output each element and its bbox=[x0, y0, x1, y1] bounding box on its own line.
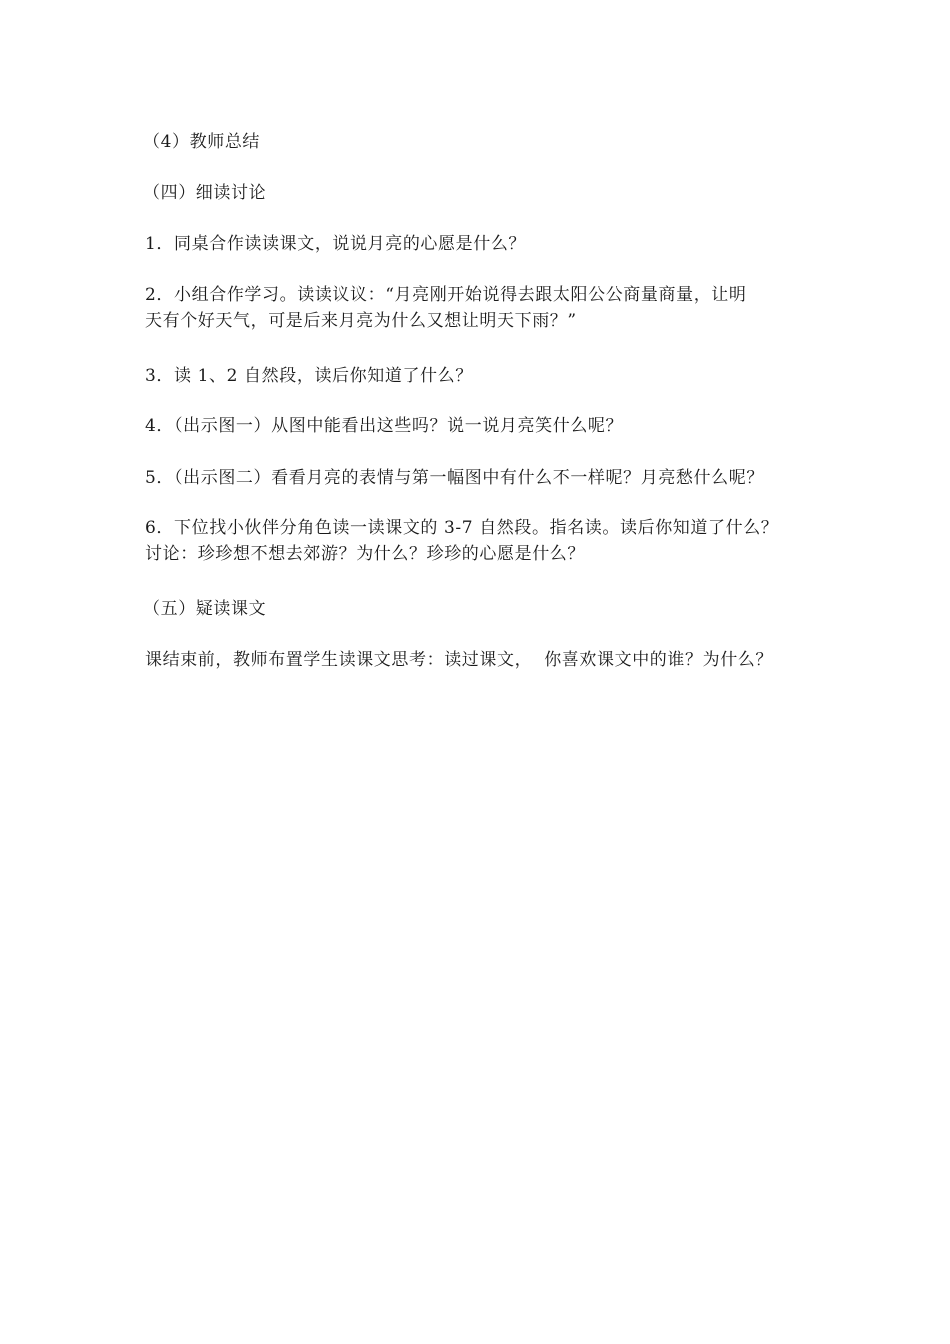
closing-task-paragraph bbox=[145, 647, 825, 673]
list-item-1 bbox=[145, 231, 825, 257]
list-item-5 bbox=[145, 465, 825, 491]
text-line: （四）细读讨论 bbox=[143, 183, 267, 203]
text-line: 5．（出示图二）看看月亮的表情与第一幅图中有什么不一样呢？月亮愁什么呢？ bbox=[145, 468, 764, 488]
text-line: （五）疑读课文 bbox=[143, 599, 267, 619]
teacher-summary-heading bbox=[143, 129, 823, 155]
list-item-2 bbox=[145, 282, 825, 334]
text-line: 讨论：珍珍想不想去郊游？为什么？珍珍的心愿是什么？ bbox=[145, 544, 585, 564]
text-line: （4）教师总结 bbox=[143, 132, 261, 152]
text-line: 天有个好天气，可是后来月亮为什么又想让明天下雨？” bbox=[145, 311, 577, 331]
list-item-4 bbox=[145, 413, 825, 439]
text-line: 4．（出示图一）从图中能看出这些吗？说一说月亮笑什么呢？ bbox=[145, 416, 624, 436]
text-line: 课结束前，教师布置学生读课文思考：读过课文， 你喜欢课文中的谁？为什么？ bbox=[145, 650, 774, 670]
list-item-3 bbox=[145, 363, 825, 389]
section-four-heading bbox=[143, 180, 823, 206]
list-item-6 bbox=[145, 515, 825, 567]
text-line: 6．下位找小伙伴分角色读一读课文的 3-7 自然段。指名读。读后你知道了什么？ bbox=[145, 518, 779, 538]
text-line: 1．同桌合作读读课文，说说月亮的心愿是什么？ bbox=[145, 234, 527, 254]
text-line: 3．读 1、2 自然段，读后你知道了什么？ bbox=[145, 366, 473, 386]
text-line: 2．小组合作学习。读读议议：“月亮刚开始说得去跟太阳公公商量商量，让明 bbox=[145, 285, 747, 305]
section-five-heading bbox=[143, 596, 823, 622]
